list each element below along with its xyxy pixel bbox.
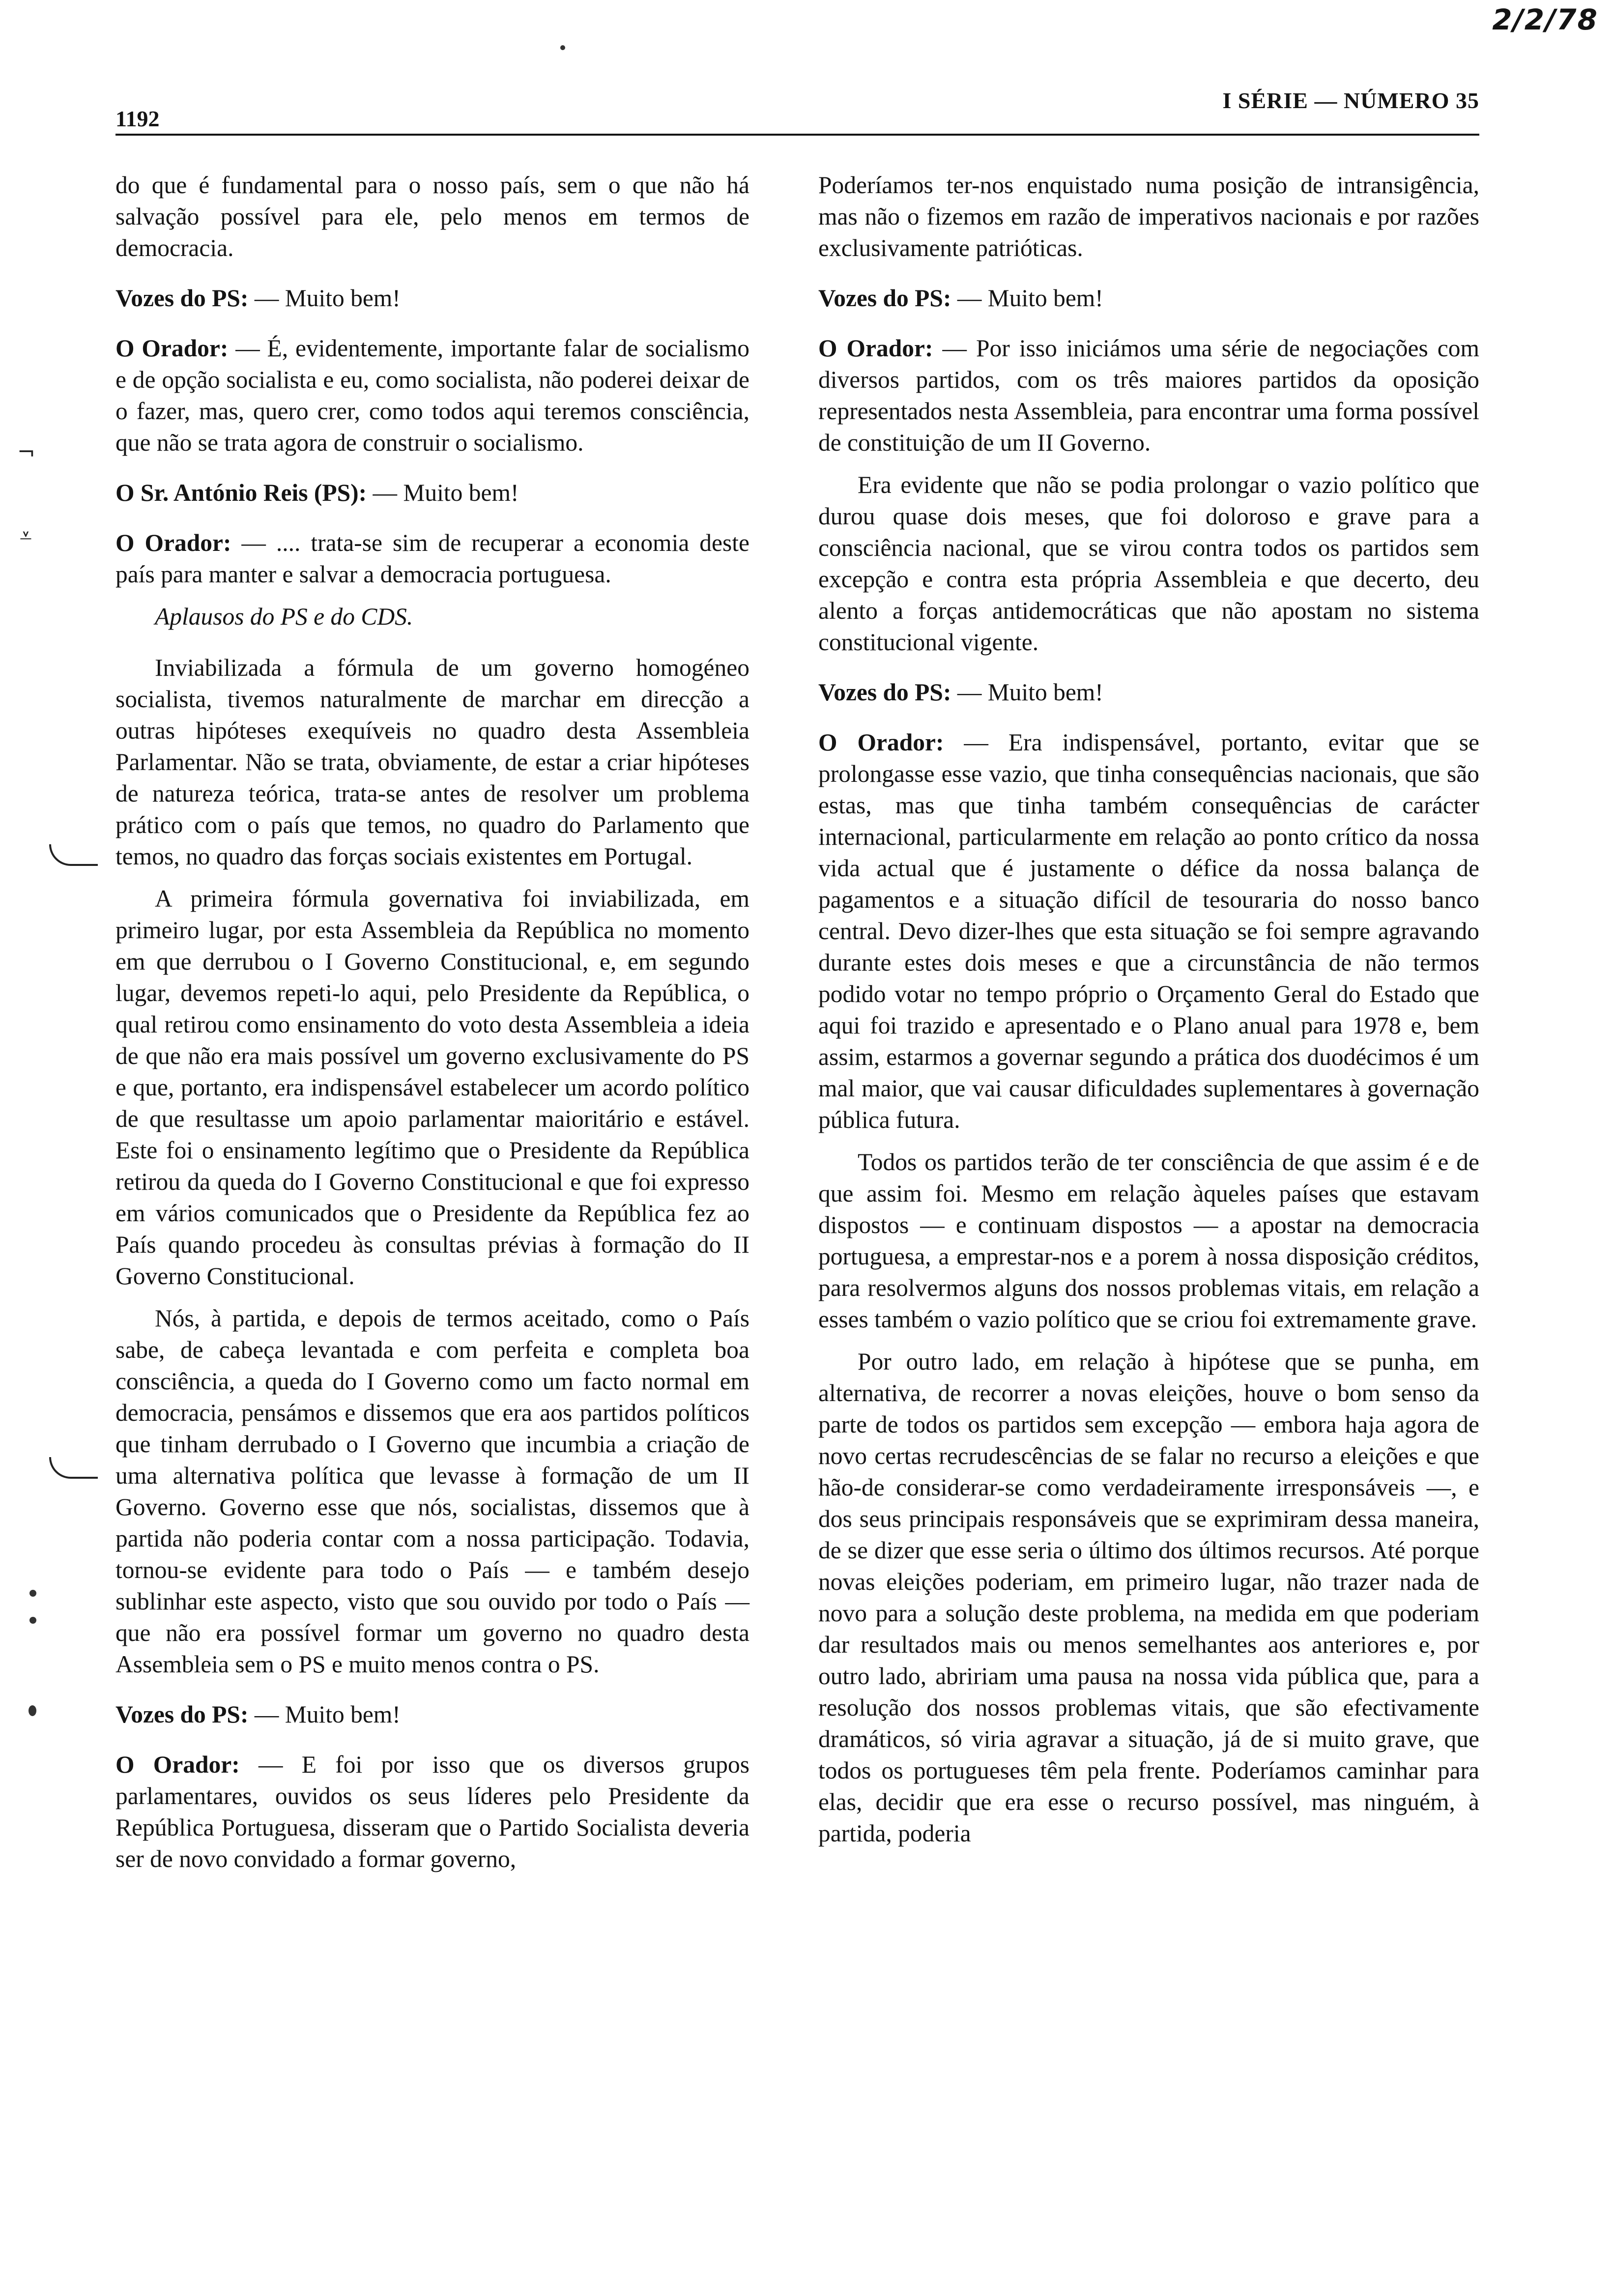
speaker-name: Vozes do PS: xyxy=(818,285,951,312)
scan-mark xyxy=(29,1705,36,1716)
margin-mark-icon: ⩡ xyxy=(20,523,32,548)
speech-text: — Muito bem! xyxy=(248,1701,401,1728)
speaker-name: O Orador: xyxy=(818,729,944,756)
paragraph: Era evidente que não se podia prolongar o vazio político que durou quase dois meses, que foi doloroso e grave para a consciência nacional, que se virou contra todos os partidos sem excepção e contra esta própria Assembleia e que decerto, deu alento a forças antidemocráticas que não apostam no sistema constitucional vigente. xyxy=(818,471,1479,656)
speech-text: — Muito bem! xyxy=(367,479,519,506)
series-number: I SÉRIE — NÚMERO 35 xyxy=(1222,88,1479,113)
handwritten-date: 2/2/78 xyxy=(1492,3,1598,36)
speech-text: — .... trata-se sim de recuperar a economia deste país para manter e salvar a democracia portuguesa. xyxy=(115,529,749,588)
speaker-name: O Orador: xyxy=(115,1751,240,1778)
speaker-name: Vozes do PS: xyxy=(115,1701,249,1728)
paragraph: A primeira fórmula governativa foi inviabilizada, em primeiro lugar, por esta Assembleia da República no momento em que derrubou o I Governo Constitucional, e, em segundo lugar, devemos repeti-lo aqui, pelo Presidente da República, o qual retirou como ensinamento do voto desta Assembleia a ideia de que não era mais possível um governo exclusivamente do PS e que, portanto, era indispensável estabelecer um acordo político de que resultasse um apoio parlamentar maioritário e estável. Este foi o ensinamento legítimo que o Presidente da República retirou da queda do I Governo Constitucional e que foi expresso em vários comunicados que o Presidente da República fez ao País quando procedeu às consultas prévias à formação do II Governo Constitucional. xyxy=(115,885,749,1290)
speech-text: — Por isso iniciámos uma série de negociações com diversos partidos, com os três maiores partidos da oposição representados nesta Assembleia, para encontrar uma forma possível de constituição de um II Governo. xyxy=(818,335,1480,456)
interjection xyxy=(818,677,1479,708)
speech-text: — É, evidentemente, importante falar de socialismo e de opção socialista e eu, como socialista, não poderei deixar de o fazer, mas, quero crer, como todos aqui teremos consciência, que não se trata agora de construir o socialismo. xyxy=(115,335,749,456)
interjection xyxy=(818,283,1479,314)
paragraph: Poderíamos ter-nos enquistado numa posição de intransigência, mas não o fizemos em razão de imperativos nacionais e por razões exclusivamente patrióticas. xyxy=(818,172,1479,261)
margin-bracket-icon xyxy=(49,844,98,866)
speech-paragraph xyxy=(115,527,749,590)
margin-bracket-icon xyxy=(49,1457,98,1479)
paragraph: Todos os partidos terão de ter consciência de que assim é e de que assim foi. Mesmo em relação àqueles países que estavam dispostos — e continuam dispostos — a apostar na democracia portuguesa, a emprestar-nos e a porem à nossa disposição créditos, para resolvermos alguns dos nossos problemas vitais, em relação a esses também o vazio político que se criou foi extremamente grave. xyxy=(818,1148,1479,1333)
speaker-name: Vozes do PS: xyxy=(115,285,249,312)
page-number: 1192 xyxy=(115,106,160,131)
speech-text: — Muito bem! xyxy=(951,679,1103,706)
applause-note: Aplausos do PS e do CDS. xyxy=(155,603,413,630)
speaker-name: O Orador: xyxy=(115,529,231,556)
speaker-name: O Orador: xyxy=(818,335,933,362)
speech-paragraph xyxy=(115,1749,749,1875)
scan-mark xyxy=(29,1590,36,1597)
speaker-name: O Orador: xyxy=(115,335,229,362)
speech-text: — Muito bem! xyxy=(951,285,1103,312)
speaker-name: O Sr. António Reis (PS): xyxy=(115,479,367,506)
interjection xyxy=(115,1699,749,1730)
paragraph: Nós, à partida, e depois de termos aceitado, como o País sabe, de cabeça levantada e com perfeita e completa boa consciência, a queda do I Governo como um facto normal em democracia, pensámos e dissemos que era aos partidos políticos que tinham derrubado o I Governo que incumbia a criação de uma alternativa política que levasse à formação de um II Governo. Governo esse que nós, socialistas, dissemos que à partida não poderia contar com a nossa participação. Todavia, tornou-se evidente para todo o País — e também desejo sublinhar este aspecto, visto que sou ouvido por todo o País — que não era possível formar um governo no quadro desta Assembleia sem o PS e muito menos contra o PS. xyxy=(115,1305,749,1678)
left-column xyxy=(115,170,749,1886)
right-column xyxy=(818,170,1479,1860)
interjection xyxy=(115,283,749,314)
speech-paragraph xyxy=(818,727,1479,1136)
scan-mark xyxy=(29,1617,36,1624)
margin-mark-icon: ¬ xyxy=(17,440,35,465)
speaker-name: Vozes do PS: xyxy=(818,679,951,706)
speech-paragraph xyxy=(818,333,1479,459)
scan-mark xyxy=(560,45,565,50)
speech-text: — Era indispensável, portanto, evitar que se prolongasse esse vazio, que tinha consequências nacionais, que são estas, mas que tinha também consequências de carácter internacional, particularmente em relação ao ponto crítico da nossa vida actual que é justamente o défice da nossa balança de pagamentos e a situação difícil de tesouraria do nosso banco central. Devo dizer-lhes que esta situação se foi sempre agravando durante estes dois meses e que a circunstância de não termos podido votar no tempo próprio o Orçamento Geral do Estado que aqui foi trazido e apresentado e o Plano anual para 1978 e, bem assim, estarmos a governar segundo a prática dos duodécimos é um mal maior, que vai causar dificuldades suplementares à governação pública futura. xyxy=(818,729,1479,1133)
paragraph: Inviabilizada a fórmula de um governo homogéneo socialista, tivemos naturalmente de marchar em direcção a outras hipóteses exequíveis no quadro desta Assembleia Parlamentar. Não se trata, obviamente, de estar a criar hipóteses de natureza teórica, trata-se antes de resolver um problema prático com o país que temos, no quadro do Parlamento que temos, no quadro das forças sociais existentes em Portugal. xyxy=(115,654,749,870)
speech-text: — Muito bem! xyxy=(248,285,401,312)
speech-text: — E foi por isso que os diversos grupos parlamentares, ouvidos os seus líderes pelo Presidente da República Portuguesa, disseram que o Partido Socialista deveria ser de novo convidado a formar governo, xyxy=(115,1751,749,1872)
page-header xyxy=(115,85,1479,136)
interjection xyxy=(115,477,749,509)
paragraph: Por outro lado, em relação à hipótese que se punha, em alternativa, de recorrer a novas eleições, houve o bom senso da parte de todos os partidos sem excepção — embora haja agora de novo certas recrudescências de se falar no recurso a eleições e que hão-de considerar-se como verdadeiramente irresponsáveis —, e dos seus principais responsáveis que se exprimiram dessa maneira, de se dizer que esse seria o último dos últimos recursos. Até porque novas eleições poderiam, em primeiro lugar, não trazer nada de novo para a solução deste problema, na medida em que poderiam dar resultados mais ou menos semelhantes aos anteriores e, por outro lado, abririam uma pausa na nossa vida pública que, para a resolução dos nossos problemas vitais, que são efectivamente dramáticos, só viria agravar a situação, já de si muito grave, que todos os portugueses têm pela frente. Poderíamos caminhar para elas, decidir que era esse o recurso possível, mas ninguém, à partida, poderia xyxy=(818,1348,1479,1847)
paragraph: do que é fundamental para o nosso país, sem o que não há salvação possível para ele, pelo menos em termos de democracia. xyxy=(115,172,749,261)
speech-paragraph xyxy=(115,333,749,459)
